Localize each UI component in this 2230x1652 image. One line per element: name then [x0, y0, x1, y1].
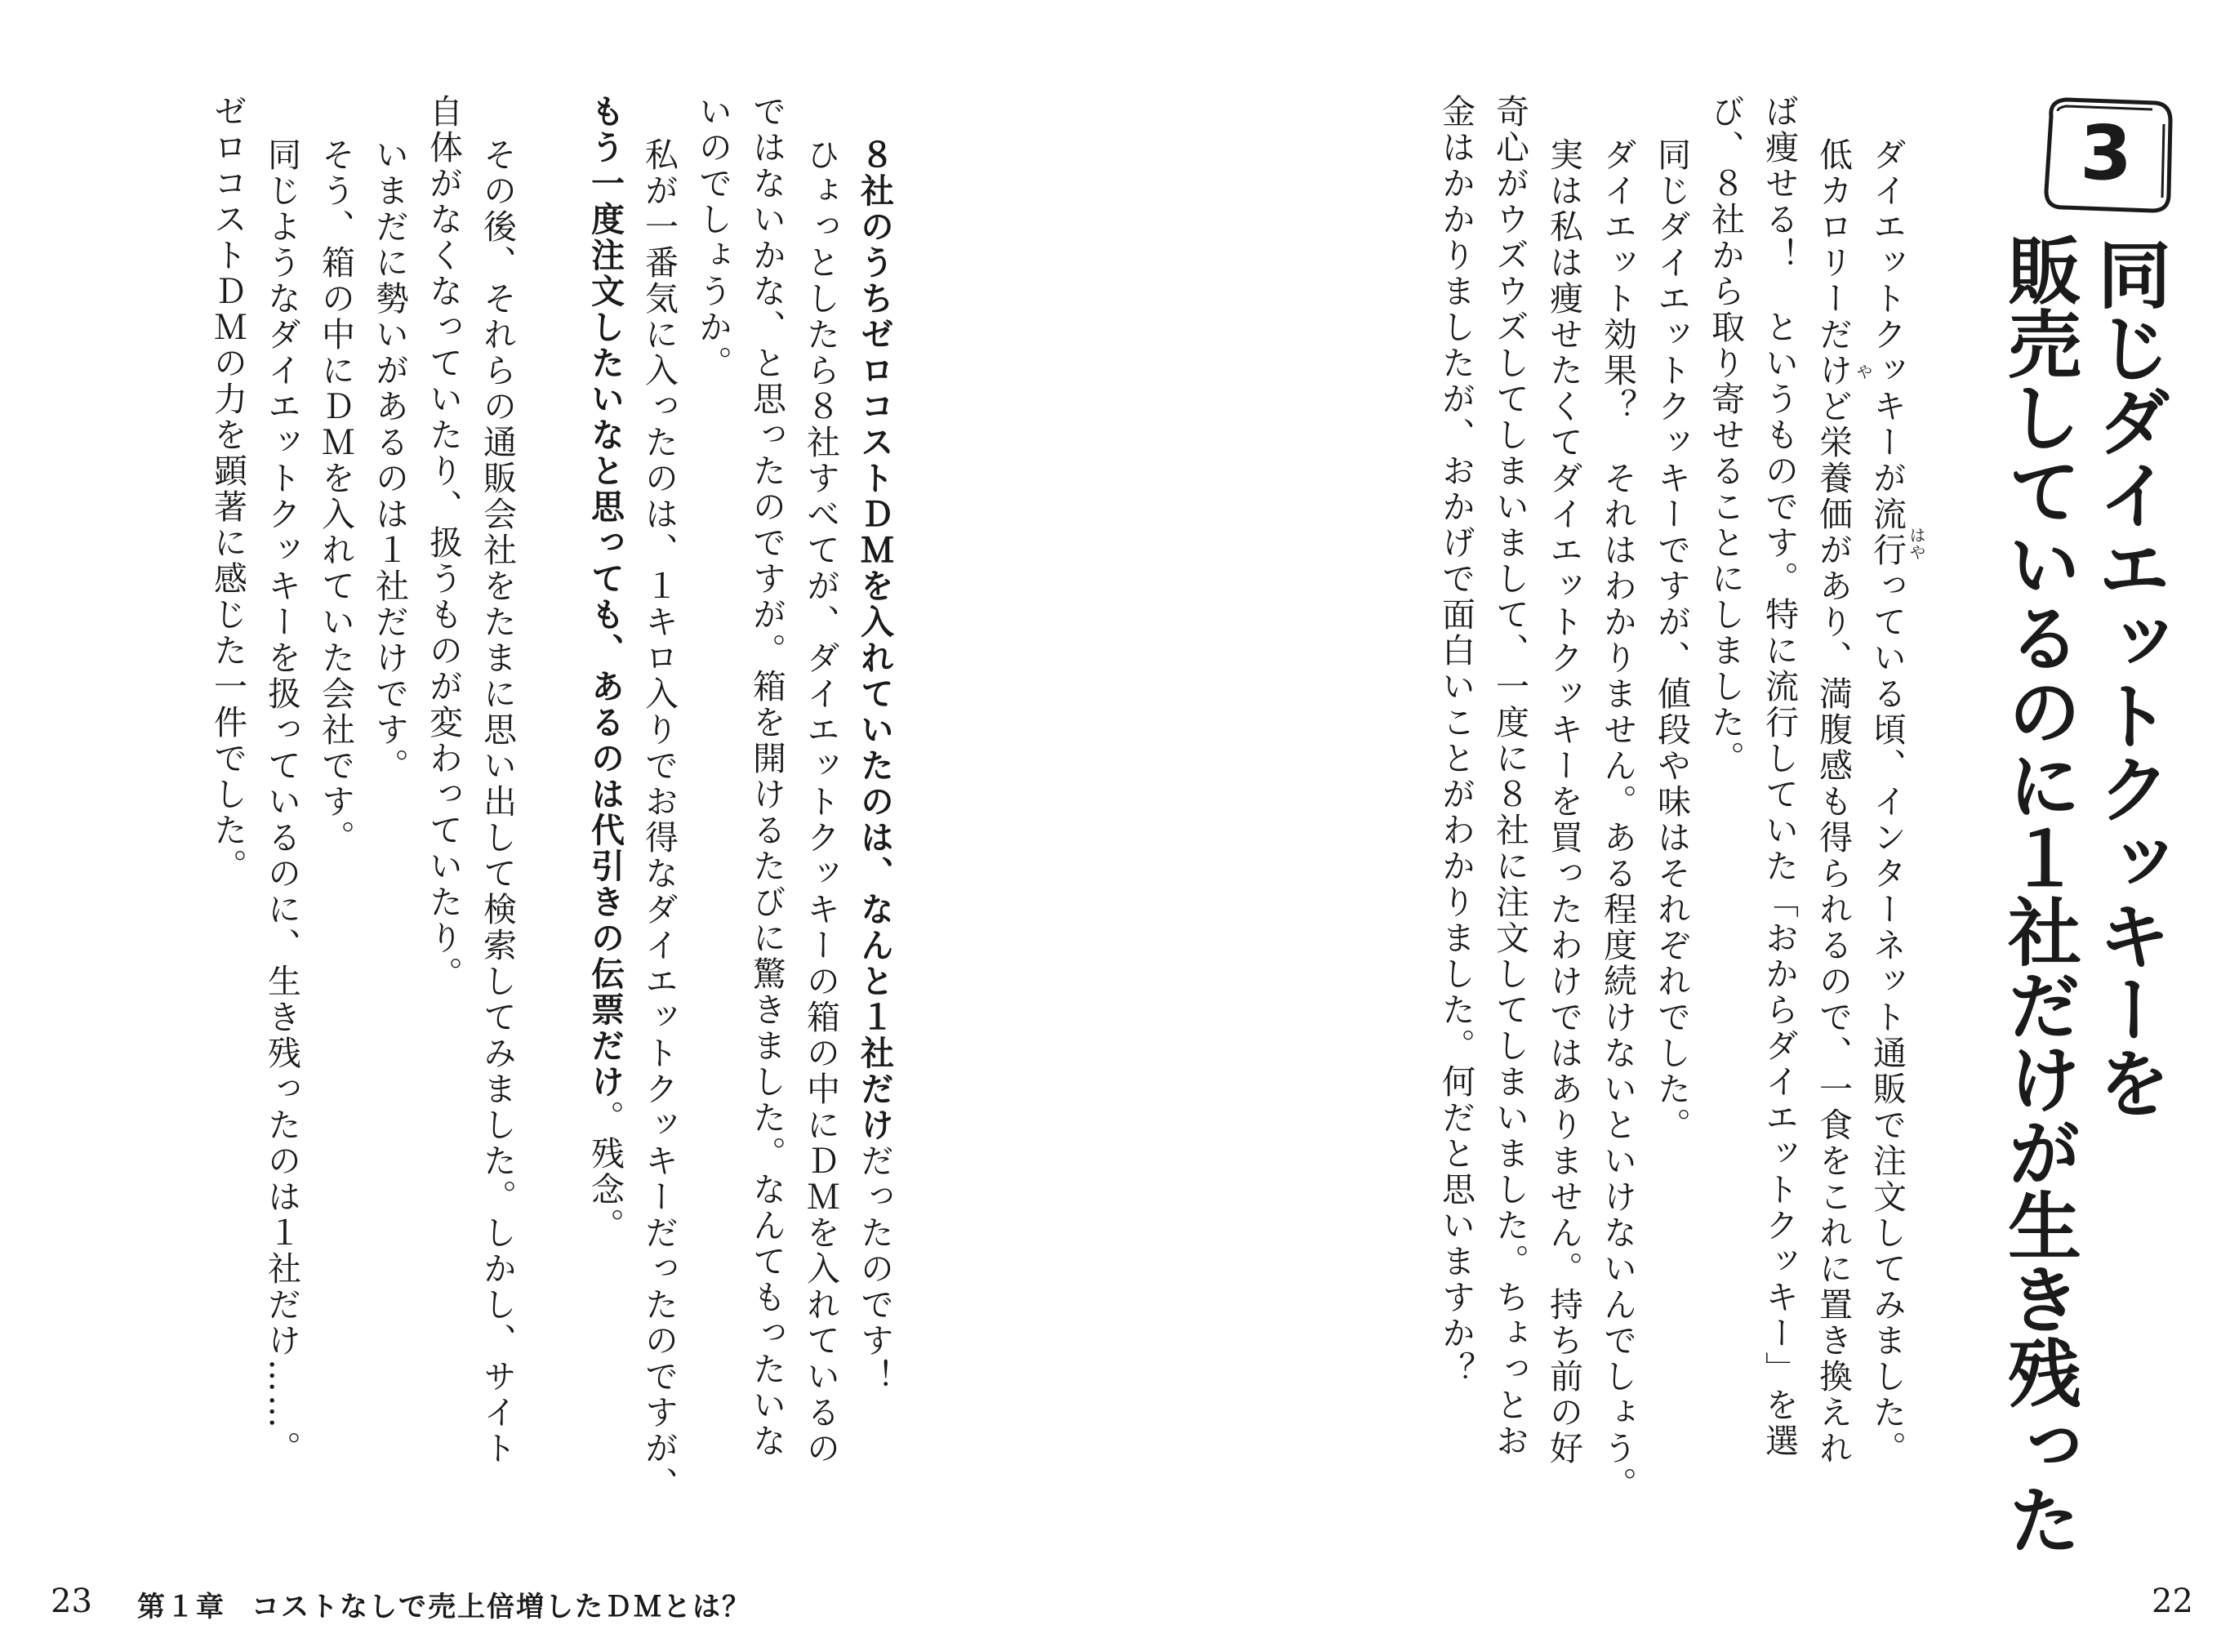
body-line: そう、箱の中にＤＭを入れていた会社です。 [316, 137, 355, 856]
ruby-ya: や [1854, 363, 1873, 381]
body-line: ダイエット効果？ それはわかりません。ある程度続けないといけないんでしょう。 [1598, 137, 1637, 1503]
body-line: ば痩せる！ というものです。特に流行していた「おからダイエットクッキー」を選 [1760, 94, 1799, 1459]
body-line: 低カロリーだけど栄養価があり、満腹感も得られるので、一食をこれに置き換えれ [1814, 137, 1853, 1467]
body-line: ゼロコストＤＭの力を顕著に感じた一件でした。 [208, 94, 247, 884]
body-line: 私が一番気に入ったのは、１キロ入りでお得なダイエットクッキーだったのですが、 [639, 137, 679, 1503]
chapter-label: 第１章 [137, 1591, 225, 1623]
body-line: 同じダイエットクッキーですが、値段や味はそれぞれでした。 [1652, 137, 1691, 1143]
body-line: 金はかかりましたが、おかげで面白いことがわかりました。何だと思いますか？ [1436, 94, 1476, 1387]
section-title-line-1: 同じダイエットクッキーを [2085, 237, 2170, 1119]
running-header [137, 1584, 751, 1624]
body-line-emphasis [855, 137, 894, 1395]
body-line: 自体がなくなっていたり、扱うものが変わっていたり。 [424, 94, 463, 992]
body-line: いまだに勢いがあるのは１社だけです。 [370, 137, 409, 784]
page-number-left: 23 [51, 1583, 92, 1620]
body-line-emphasis [585, 94, 625, 1244]
body-line: ではないかな、と思ったのですが。箱を開けるたびに驚きました。なんてもったいな [747, 94, 786, 1459]
page-number-right: 22 [2152, 1583, 2193, 1620]
chapter-title: コストなしで売上倍増したＤＭとは？ [251, 1591, 751, 1623]
body-line: いのでしょうか。 [693, 94, 732, 381]
body-line: ダイエットクッキーが流行っている頃、インターネット通販で注文してみました。 [1867, 137, 1907, 1467]
body-line: 同じようなダイエットクッキーを扱っているのに、生き残ったのは１社だけ……。 [262, 137, 301, 1467]
body-line: 奇心がウズウズしてしまいまして、一度に８社に注文してしまいました。ちょっとお [1490, 94, 1529, 1459]
body-text: だったのです！ [855, 1143, 894, 1395]
section-number-badge [2033, 91, 2179, 222]
body-line: び、８社から取り寄せることにしました。 [1706, 94, 1745, 777]
ruby-hayat: はや [1907, 527, 1926, 561]
section-title-line-2: 販売しているのに１社だけが生き残った [1995, 233, 2081, 1556]
body-line: 実は私は痩せたくてダイエットクッキーを買ったわけではありません。持ち前の好 [1544, 137, 1583, 1467]
section-number: 3 [2079, 109, 2132, 197]
body-line: その後、それらの通販会社をたまに思い出して検索してみました。しかし、サイト [478, 137, 517, 1467]
bold-text: ８社のうちゼロコストＤＭを入れていたのは、なんと１社だけ [855, 137, 894, 1143]
body-line: ひょっとしたら８社すべてが、ダイエットクッキーの箱の中にＤＭを入れているの [801, 137, 840, 1467]
body-text: 。残念。 [585, 1100, 625, 1244]
bold-text: もう一度注文したいなと思っても、あるのは代引きの伝票だけ [585, 94, 625, 1100]
